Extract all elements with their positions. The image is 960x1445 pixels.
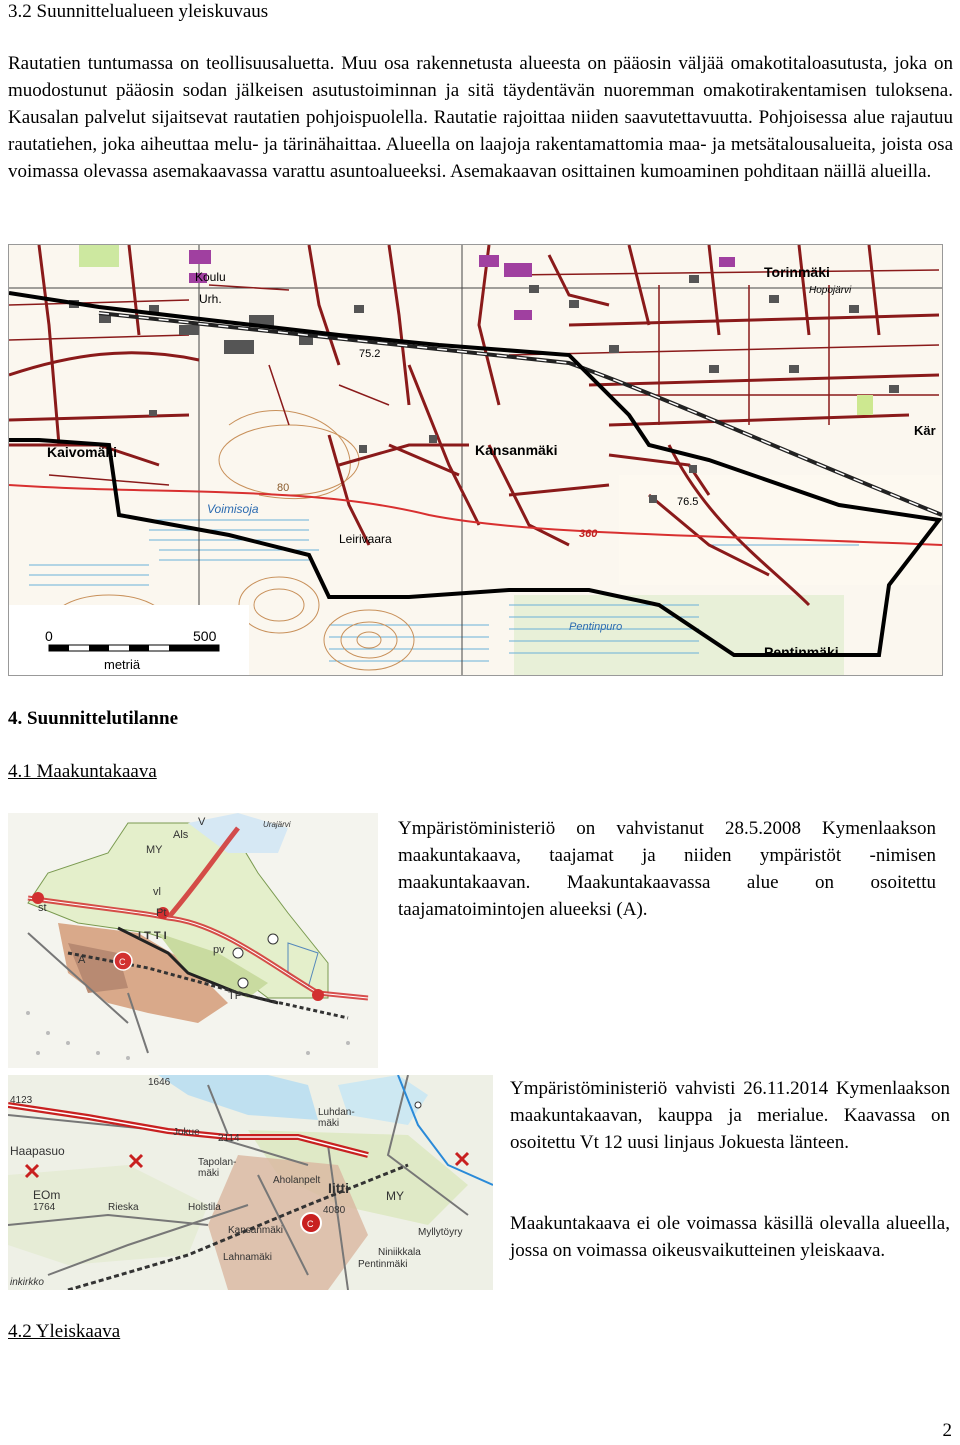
map3-label-my: MY — [386, 1189, 404, 1203]
scale-unit: metriä — [104, 657, 141, 672]
map3-label-pentinmaki: Pentinmäki — [358, 1259, 408, 1270]
map-elevation-80: 80 — [277, 482, 290, 494]
map3-label-4123: 4123 — [10, 1095, 33, 1106]
map2-label-st: st — [38, 902, 47, 914]
map-elevation-765: 76.5 — [677, 496, 699, 508]
map2-label-vl: vl — [153, 886, 161, 898]
caption-maakuntakaava-not-valid: Maakuntakaava ei ole voimassa käsillä olevalla alueella, jossa on voimassa oikeusvaikutteinen yleiskaava. — [510, 1213, 950, 1261]
map3-label-iitti: Iitti — [328, 1180, 349, 1196]
section-4-2-title: 4.2 Yleiskaava — [8, 1321, 121, 1342]
map3-label-luhdanmaki: Luhdan-mäki — [318, 1107, 355, 1129]
map3-label-rieska: Rieska — [108, 1202, 139, 1213]
map2-label-c: C — [119, 957, 126, 967]
regional-plan-map-2014 — [8, 1075, 493, 1290]
page-number: 2 — [942, 1420, 952, 1441]
map2-label-tp: TP — [228, 990, 243, 1002]
section-4-title: 4. Suunnittelutilanne — [8, 708, 178, 729]
map-label-kar: Kär — [914, 423, 936, 438]
map-label-leirivaara: Leirivaara — [339, 532, 392, 546]
section-3-2-paragraph: Rautatien tuntumassa on teollisuusaluetta. Muu osa rakennetusta alueesta on pääosin väljää omakotitaloasutusta, joka on muodostunut pääosin sodan jälkeisen asutustoiminnan ja sitä täydentävän nuoremman omakotirakentamisen tuloksena. Kausalan palvelut sijaitsevat rautatien pohjoispuolella. Rautatie rajoittaa niiden saavutettavuutta. Pohjoisessa alue rajautuu rautatiehen, joka aiheuttaa melu- ja tärinähaittaa. Alueella on laajoja rakentamattomia maa- ja metsätalousalueita, joista osa voimassa olevassa asemakaavassa varattu asuntoalueeksi. Asemakaavan osittainen kumoaminen pohditaan näillä alueilla. — [8, 53, 953, 182]
caption-maakuntakaava-2008: Ympäristöministeriö on vahvistanut 28.5.2008 Kymenlaakson maakuntakaava, taajamat ja niiden ympäristöt -nimisen maakuntakaavan. Maakuntakaavassa alue on osoitettu taajamatoimintojen alueeksi (A). — [398, 818, 936, 920]
map-elevation-752: 75.2 — [359, 348, 381, 360]
scale-end: 500 — [193, 628, 217, 644]
map3-label-1764: 1764 — [33, 1202, 56, 1213]
map-label-kaivomaki: Kaivomäki — [47, 444, 118, 460]
map3-label-4080: 4080 — [323, 1205, 346, 1216]
map3-label-1646: 1646 — [148, 1077, 171, 1088]
section-3-2-title: 3.2 Suunnittelualueen yleiskuvaus — [8, 1, 269, 22]
map3-label-eom: EOm — [33, 1188, 61, 1202]
map3-label-inkirkko: inkirkko — [10, 1277, 44, 1288]
map2-label-v: V — [198, 816, 206, 828]
caption-maakuntakaava-2014: Ympäristöministeriö vahvisti 26.11.2014 Kymenlaakson maakuntakaavan, kauppa ja merialue. Kaavassa on osoitettu Vt 12 uusi linjaus Jokuesta länteen. — [510, 1078, 950, 1153]
map-label-voimisoja: Voimisoja — [207, 502, 259, 516]
regional-plan-map-2008 — [8, 813, 378, 1068]
map3-label-jokue: Jokue — [173, 1127, 200, 1138]
map-label-hopojarvi: Hopojärvi — [809, 285, 852, 296]
map3-label-2114: 2114 — [218, 1133, 240, 1144]
section-4-1-title: 4.1 Maakuntakaava — [8, 761, 157, 782]
map2-label-als: Als — [173, 829, 189, 841]
topographic-map — [8, 244, 943, 676]
map3-label-ninikkala: Niniikkala — [378, 1247, 421, 1258]
map2-label-a: A — [78, 954, 86, 966]
map-label-pentinpuro: Pentinpuro — [569, 621, 623, 633]
map3-label-haapasuo: Haapasuo — [10, 1144, 65, 1158]
map-label-pentinmaki: Pentinmäki — [764, 644, 839, 660]
map3-label-kansanmaki: Kansanmäki — [228, 1225, 284, 1236]
map2-label-my: MY — [146, 844, 163, 856]
map2-label-ittti: I T T I — [138, 930, 167, 942]
map-label-koulu: Koulu — [195, 270, 226, 284]
map2-label-pt: Pt — [156, 907, 167, 919]
map-label-kansanmaki: Kansanmäki — [475, 442, 558, 458]
map-label-urh: Urh. — [199, 292, 222, 306]
map3-label-myllytoyry: Myllytöyry — [418, 1227, 463, 1238]
map3-label-lahnamaki: Lahnamäki — [223, 1252, 272, 1263]
map3-label-ahola: Aholanpelt — [273, 1175, 321, 1186]
map3-label-c: C — [307, 1219, 314, 1229]
scale-start: 0 — [45, 628, 53, 644]
map2-label-urajarvi: Urajärvi — [263, 820, 291, 829]
map-label-torinmaki: Torinmäki — [764, 264, 830, 280]
map3-label-holstila: Holstila — [188, 1202, 221, 1213]
map3-label-tapolanmaki: Tapolan-mäki — [198, 1157, 237, 1179]
map-road-number: 360 — [579, 528, 598, 540]
map2-label-pv: pv — [213, 944, 225, 956]
